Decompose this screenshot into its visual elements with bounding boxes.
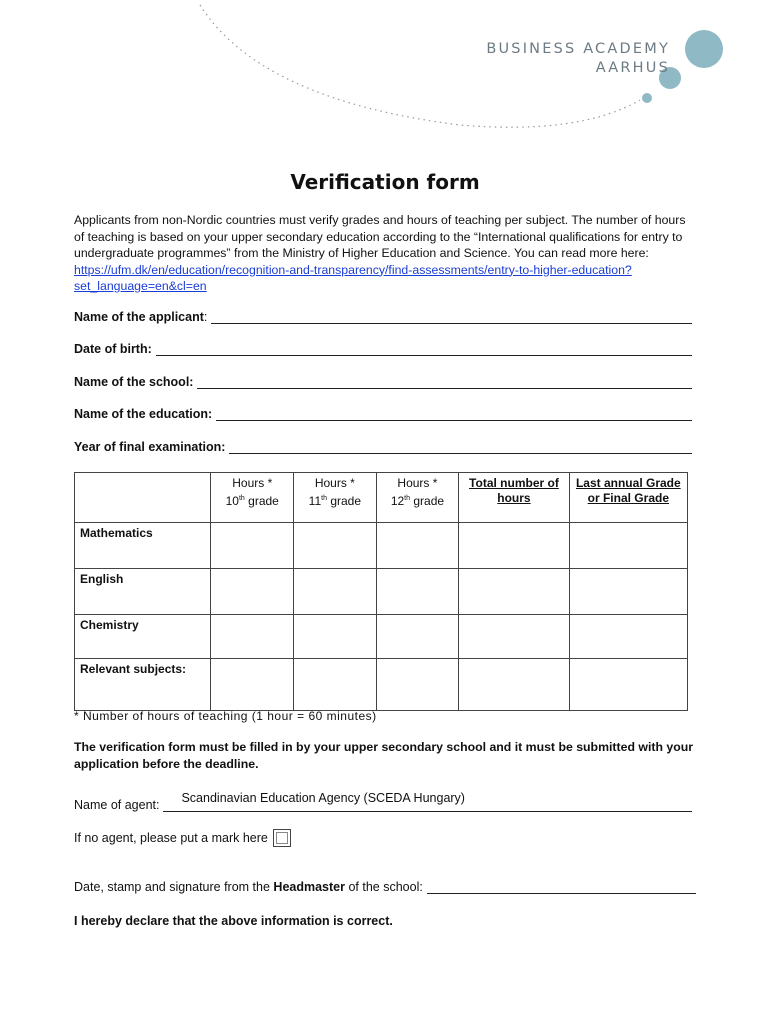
agent-field[interactable] [74,791,692,812]
education-label: Name of the education: [74,407,213,421]
page-title: Verification form [290,170,480,194]
signature-field[interactable] [74,880,696,894]
input-cell[interactable] [569,659,687,711]
dob-line[interactable] [156,343,692,356]
applicant-label: Name of the applicant [74,310,204,324]
input-cell[interactable] [459,659,569,711]
brand-line-1: BUSINESS ACADEMY [486,41,670,57]
signature-post: of the school: [345,880,423,894]
instruction-text: The verification form must be filled in by your upper secondary school and it must be submitted with your application before the deadline. [74,740,694,771]
empty-header-cell [75,473,211,523]
h10-num: 10 [225,494,239,508]
subject-cell: Mathematics [75,523,211,569]
header-hours-11 [294,473,377,523]
input-cell[interactable] [569,569,687,615]
h12-sup: th [404,495,411,502]
h10-top: Hours * [232,476,273,490]
header-hours-10 [211,473,294,523]
input-cell[interactable] [376,659,459,711]
logo-dot-small [642,93,652,103]
agent-label: Name of agent: [74,798,160,812]
h12-grade: grade [410,494,445,508]
input-cell[interactable] [211,659,294,711]
header-total-hours: Total number of hours [459,473,569,523]
school-line[interactable] [197,376,692,389]
h11-num: 11 [308,494,322,508]
signature-label [74,880,423,894]
input-cell[interactable] [376,615,459,659]
input-cell[interactable] [376,523,459,569]
agent-value: Scandinavian Education Agency (SCEDA Hungary) [181,791,465,805]
h10-grade: grade [244,494,279,508]
input-cell[interactable] [294,659,377,711]
applicant-field[interactable] [74,310,692,324]
brand-line-2: AARHUS [595,60,670,76]
exam-year-field[interactable] [74,440,692,454]
h12-num: 12 [390,494,405,508]
h10-sup: th [238,495,245,502]
dob-label: Date of birth: [74,342,152,356]
header-last-grade: Last annual Grade or Final Grade [569,473,687,523]
h11-sup: th [321,495,327,502]
no-agent-row [74,829,291,847]
h11-top: Hours * [314,476,355,490]
school-field[interactable] [74,375,692,389]
no-agent-label: If no agent, please put a mark here [74,831,268,845]
subject-cell: Chemistry [75,615,211,659]
dob-field[interactable] [74,342,692,356]
intro-paragraph [74,212,699,295]
brand-logo-text [486,40,670,78]
h11-grade: grade [326,494,362,508]
education-line[interactable] [216,408,692,421]
subject-cell: Relevant subjects: [75,659,211,711]
table-header-row [75,473,688,523]
declaration-text: I hereby declare that the above information is correct. [74,914,393,928]
input-cell[interactable] [459,569,569,615]
input-cell[interactable] [294,615,377,659]
input-cell[interactable] [211,569,294,615]
exam-year-label: Year of final examination: [74,440,226,454]
signature-pre: Date, stamp and signature from the [74,880,274,894]
signature-line[interactable] [427,881,696,894]
grades-table [74,472,688,711]
input-cell[interactable] [459,615,569,659]
info-link[interactable]: https://ufm.dk/en/education/recognition-and-transparency/find-assessments/entry-to-higher-education?set_language=en&cl=en [74,262,632,293]
input-cell[interactable] [294,569,377,615]
school-label: Name of the school: [74,375,194,389]
hours-footnote: * Number of hours of teaching (1 hour = 60 minutes) [74,709,377,723]
logo-dot-large [685,30,723,68]
h12-top: Hours * [397,476,438,490]
table-row [75,523,688,569]
exam-year-line[interactable] [229,441,692,454]
table-row [75,659,688,711]
input-cell[interactable] [211,523,294,569]
education-field[interactable] [74,407,692,421]
input-cell[interactable] [459,523,569,569]
subject-cell: English [75,569,211,615]
agent-line[interactable] [163,791,692,812]
intro-text: Applicants from non-Nordic countries must verify grades and hours of teaching per subject. The number of hours of teaching is based on your upper secondary education according to the “International qualifications for entry to undergraduate programmes” from the Ministry of Higher Education and Science. You can read more here: [74,213,686,260]
applicant-line[interactable] [211,311,692,324]
input-cell[interactable] [569,523,687,569]
table-row [75,615,688,659]
no-agent-checkbox[interactable] [273,829,291,847]
signature-headmaster: Headmaster [273,880,345,894]
table-row [75,569,688,615]
input-cell[interactable] [376,569,459,615]
applicant-colon: : [203,310,208,324]
input-cell[interactable] [569,615,687,659]
input-cell[interactable] [211,615,294,659]
header-hours-12 [376,473,459,523]
input-cell[interactable] [294,523,377,569]
